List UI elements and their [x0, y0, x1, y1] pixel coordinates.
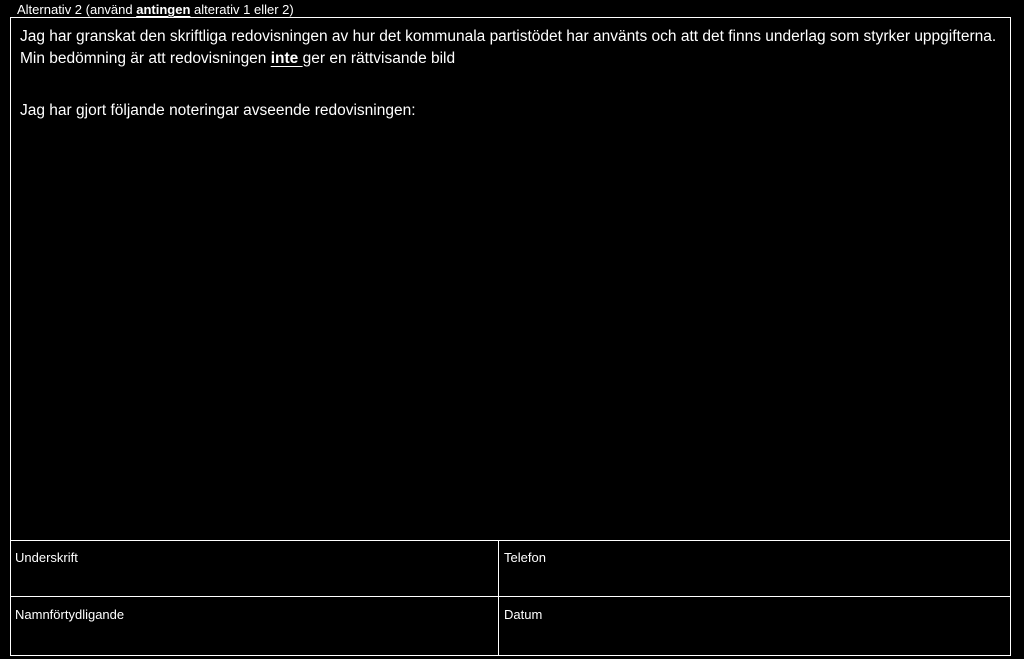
signature-label: Underskrift — [15, 550, 78, 565]
notes-label: Jag har gjort följande noteringar avseende redovisningen: — [20, 102, 416, 119]
date-label: Datum — [504, 607, 543, 622]
statement-emphasis: inte — [270, 50, 303, 67]
assessment-statement — [20, 26, 1000, 70]
heading-bold-word: antingen — [136, 2, 191, 17]
grid-divider-vertical — [498, 540, 499, 656]
phone-label: Telefon — [504, 550, 546, 565]
section-heading — [17, 2, 294, 18]
heading-prefix: Alternativ 2 (använd — [17, 2, 137, 17]
grid-divider-middle — [10, 596, 1011, 597]
statement-after: ger en rättvisande bild — [302, 50, 456, 67]
statement-before: Jag har granskat den skriftliga redovisningen av hur det kommunala partistödet har använts och att det finns underlag som styrker uppgifterna. Min bedömning är att redovisningen — [20, 28, 997, 67]
grid-divider-top — [10, 540, 1011, 541]
name-clarification-label: Namnförtydligande — [15, 607, 125, 622]
heading-suffix: alterativ 1 eller 2) — [190, 2, 294, 17]
